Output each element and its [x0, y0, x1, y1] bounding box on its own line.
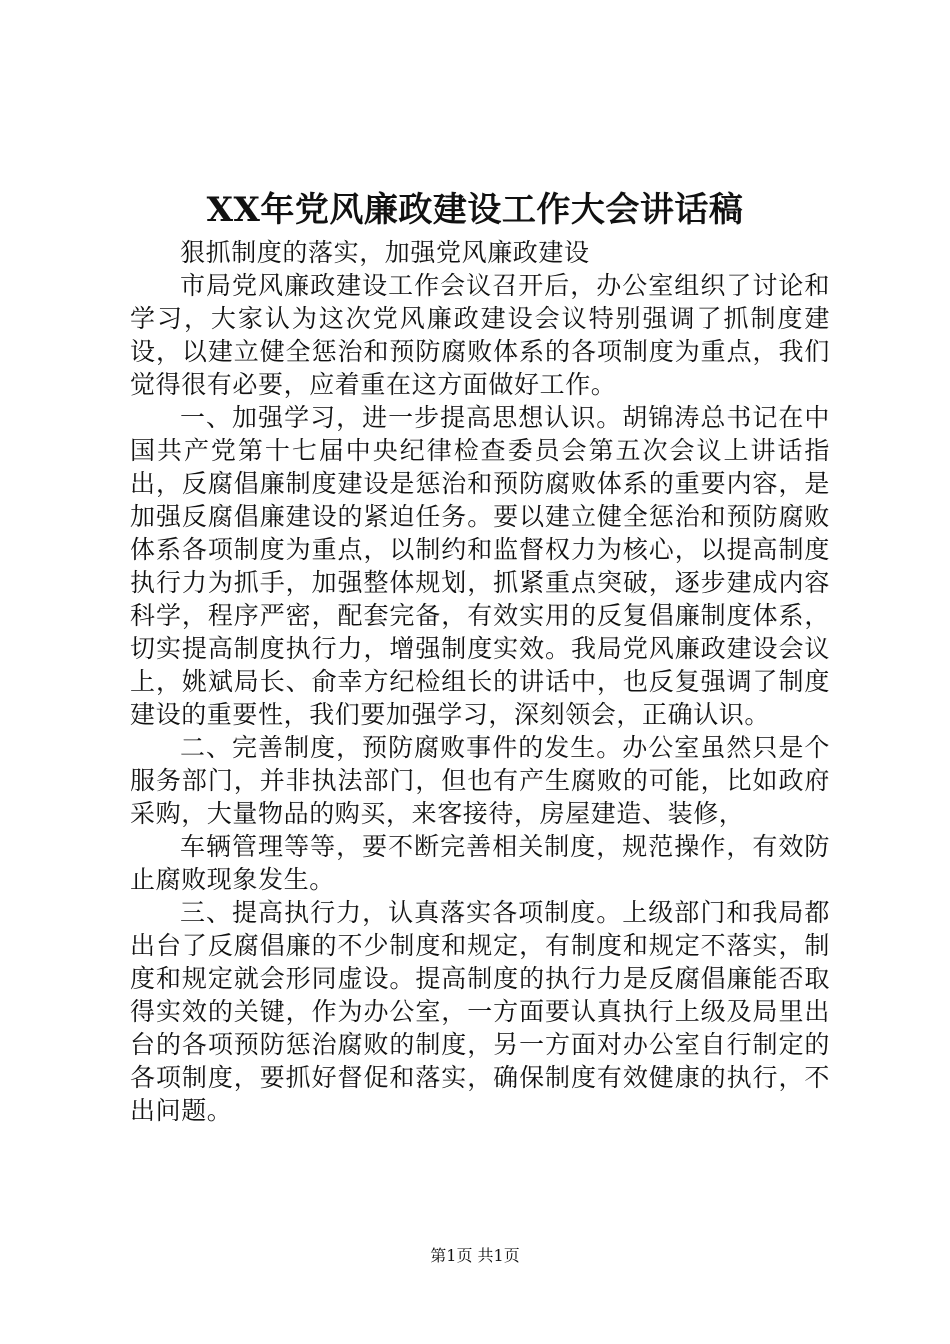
- paragraph-section-one: 一、加强学习，进一步提高思想认识。胡锦涛总书记在中国共产党第十七届中央纪律检查委员会第五次会议上讲话指出，反腐倡廉制度建设是惩治和预防腐败体系的重要内容，是加强反腐倡廉建设的紧迫任务。要以建立健全惩治和预防腐败体系各项制度为重点，以制约和监督权力为核心，以提高制度执行力为抓手，加强整体规划，抓紧重点突破，逐步建成内容科学，程序严密，配套完备，有效实用的反复倡廉制度体系，切实提高制度执行力，增强制度实效。我局党风廉政建设会议上，姚斌局长、俞幸方纪检组长的讲话中，也反复强调了制度建设的重要性，我们要加强学习，深刻领会，正确认识。: [130, 403, 830, 729]
- paragraph-intro: 市局党风廉政建设工作会议召开后，办公室组织了讨论和学习，大家认为这次党风廉政建设会议特别强调了抓制度建设，以建立健全惩治和预防腐败体系的各项制度为重点，我们觉得很有必要，应着重在这方面做好工作。: [130, 271, 830, 399]
- paragraph-subtitle: 狠抓制度的落实，加强党风廉政建设: [180, 238, 590, 267]
- document-title: XX年党风廉政建设工作大会讲话稿: [206, 190, 744, 230]
- paragraph-section-three: 三、提高执行力，认真落实各项制度。上级部门和我局都出台了反腐倡廉的不少制度和规定，有制度和规定不落实，制度和规定就会形同虚设。提高制度的执行力是反腐倡廉能否取得实效的关键，作为办公室，一方面要认真执行上级及局里出台的各项预防惩治腐败的制度，另一方面对办公室自行制定的各项制度，要抓好督促和落实，确保制度有效健康的执行，不出问题。: [130, 898, 830, 1125]
- document-body: [130, 236, 830, 1127]
- paragraph-section-two-continued: 车辆管理等等，要不断完善相关制度，规范操作，有效防止腐败现象发生。: [130, 832, 830, 894]
- paragraph-section-two: 二、完善制度，预防腐败事件的发生。办公室虽然只是个服务部门，并非执法部门，但也有产生腐败的可能，比如政府采购，大量物品的购买，来客接待，房屋建造、装修，: [130, 733, 830, 828]
- page-number-footer: 第1页 共1页: [430, 1246, 520, 1265]
